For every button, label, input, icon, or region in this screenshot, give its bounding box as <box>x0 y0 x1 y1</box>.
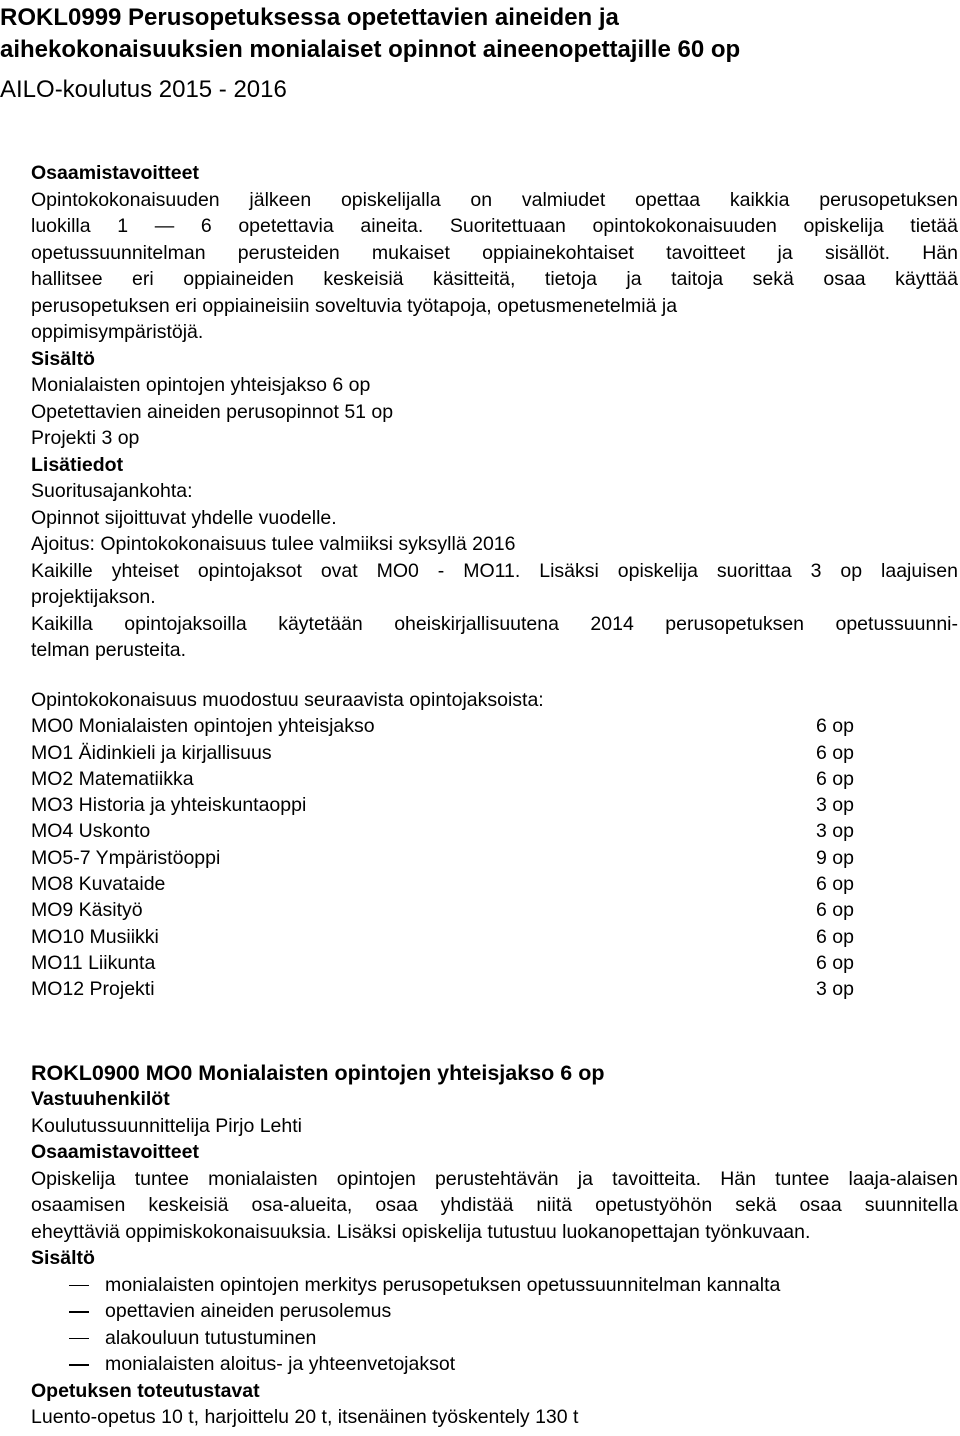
course-list-intro: Opintokokonaisuus muodostuu seuraavista opintojaksoista: <box>31 689 544 711</box>
content-bullet <box>31 1351 958 1378</box>
course-credits: 6 op <box>816 715 854 738</box>
goals-heading: Osaamistavoitteet <box>31 162 199 184</box>
info-line: telman perusteita. <box>31 639 187 661</box>
info-line: Kaikilla opintojaksoilla käytetään oheiskirjallisuutena 2014 perusopetuksen opetussuunni- <box>31 612 958 635</box>
content-bullet <box>31 1298 958 1325</box>
info-line: projektijakson. <box>31 586 156 608</box>
goals-line: Opintokokonaisuuden jälkeen opiskelijalla on valmiudet opettaa kaikkia perusopetuksen <box>31 188 958 211</box>
course-row <box>31 818 891 844</box>
course-credits: 9 op <box>816 846 854 869</box>
content-item: Opetettavien aineiden perusopinnot 51 op <box>31 400 394 423</box>
content-bullet-text: monialaisten aloitus- ja yhteenvetojaksot <box>105 1353 456 1375</box>
content-item: Monialaisten opintojen yhteisjakso 6 op <box>31 374 371 396</box>
content-bullet <box>31 1272 958 1299</box>
course-row <box>31 845 891 871</box>
course-row <box>31 713 891 739</box>
document-subtitle: AILO-koulutus 2015 - 2016 <box>0 76 287 103</box>
course-row <box>31 976 891 1002</box>
dash-icon <box>69 1338 89 1340</box>
section2-goals-line: osaamisen keskeisiä osa-alueita, osaa yhdistää niitä opetustyöhön sekä osaa suunnitella <box>31 1194 958 1216</box>
course-credits: 3 op <box>816 794 854 817</box>
goals-line: opetussuunnitelman perusteiden mukaiset oppiainekohtaiset tavoitteet ja sisällöt. Hän <box>31 241 958 264</box>
course-name: MO9 Käsityö <box>31 899 143 922</box>
goals-line: perusopetuksen eri oppiaineisiin soveltuvia työtapoja, opetusmenetelmiä ja <box>31 294 678 317</box>
course-credits: 6 op <box>816 899 854 922</box>
course-credits: 6 op <box>816 741 854 764</box>
info-line: Ajoitus: Opintokokonaisuus tulee valmiiksi syksyllä 2016 <box>31 533 516 555</box>
course-name: MO5-7 Ympäristöoppi <box>31 846 221 869</box>
content-bullet-text: alakouluun tutustuminen <box>105 1326 317 1349</box>
dash-icon <box>69 1311 89 1313</box>
course-credits: 6 op <box>816 873 854 896</box>
methods-heading: Opetuksen toteutustavat <box>31 1379 260 1402</box>
goals-section <box>31 160 958 664</box>
course-name: MO4 Uskonto <box>31 820 151 843</box>
course-credits: 6 op <box>816 925 854 948</box>
content-bullet <box>31 1325 958 1352</box>
course-row <box>31 766 891 792</box>
responsible-heading: Vastuuhenkilöt <box>31 1088 170 1110</box>
course-name: MO11 Liikunta <box>31 951 156 974</box>
section2-title: ROKL0900 MO0 Monialaisten opintojen yhteisjakso 6 op <box>31 1061 605 1085</box>
course-name: MO3 Historia ja yhteiskuntaoppi <box>31 794 307 817</box>
dash-icon <box>69 1285 89 1287</box>
section2-content-heading: Sisältö <box>31 1247 95 1269</box>
course-name: MO8 Kuvataide <box>31 873 166 896</box>
document-title-line-2: aihekokonaisuuksien monialaiset opinnot aineenopettajille 60 op <box>0 36 741 63</box>
course-credits: 3 op <box>816 820 854 843</box>
course-credits: 3 op <box>816 978 854 1001</box>
course-row <box>31 924 891 950</box>
course-credits: 6 op <box>816 767 854 790</box>
info-line: Kaikille yhteiset opintojaksot ovat MO0 - MO11. Lisäksi opiskelija suorittaa 3 op laajuisen <box>31 559 958 582</box>
section2-goals-heading: Osaamistavoitteet <box>31 1141 199 1163</box>
responsible-value: Koulutussuunnittelija Pirjo Lehti <box>31 1114 303 1137</box>
goals-line: oppimisympäristöjä. <box>31 321 204 343</box>
course-name: MO0 Monialaisten opintojen yhteisjakso <box>31 715 375 738</box>
content-item: Projekti 3 op <box>31 427 140 449</box>
course-name: MO1 Äidinkieli ja kirjallisuus <box>31 741 272 764</box>
section2-goals-line: eheyttäviä oppimiskokonaisuuksia. Lisäksi opiskelija tutustuu luokanopettajan työnkuvaan. <box>31 1220 811 1243</box>
content-bullet-text: opettavien aineiden perusolemus <box>105 1300 392 1322</box>
goals-line: hallitsee eri oppiaineiden keskeisiä käsitteitä, tietoja ja taitoja sekä osaa käyttää <box>31 268 958 290</box>
course-name: MO12 Projekti <box>31 978 155 1001</box>
course-list <box>31 687 891 1003</box>
document-title-line-1: ROKL0999 Perusopetuksessa opetettavien aineiden ja <box>0 4 619 31</box>
content-heading: Sisältö <box>31 347 95 370</box>
course-credits: 6 op <box>816 951 854 974</box>
course-name: MO10 Musiikki <box>31 925 159 948</box>
course-row <box>31 792 891 818</box>
content-bullet-text: monialaisten opintojen merkitys perusopetuksen opetussuunnitelman kannalta <box>105 1273 781 1296</box>
info-line: Opinnot sijoittuvat yhdelle vuodelle. <box>31 506 337 529</box>
section2-body <box>31 1086 958 1431</box>
info-line: Suoritusajankohta: <box>31 480 193 502</box>
dash-icon <box>69 1364 89 1366</box>
course-name: MO2 Matematiikka <box>31 767 194 790</box>
goals-line: luokilla 1 — 6 opetettavia aineita. Suoritettuaan opintokokonaisuuden opiskelija tietää <box>31 215 958 237</box>
course-row <box>31 897 891 923</box>
course-row <box>31 740 891 766</box>
course-row <box>31 950 891 976</box>
section2-goals-line: Opiskelija tuntee monialaisten opintojen perustehtävän ja tavoitteita. Hän tuntee laaja-alaisen <box>31 1167 958 1190</box>
info-heading: Lisätiedot <box>31 453 124 476</box>
methods-value: Luento-opetus 10 t, harjoittelu 20 t, itsenäinen työskentely 130 t <box>31 1406 579 1428</box>
course-row <box>31 871 891 897</box>
